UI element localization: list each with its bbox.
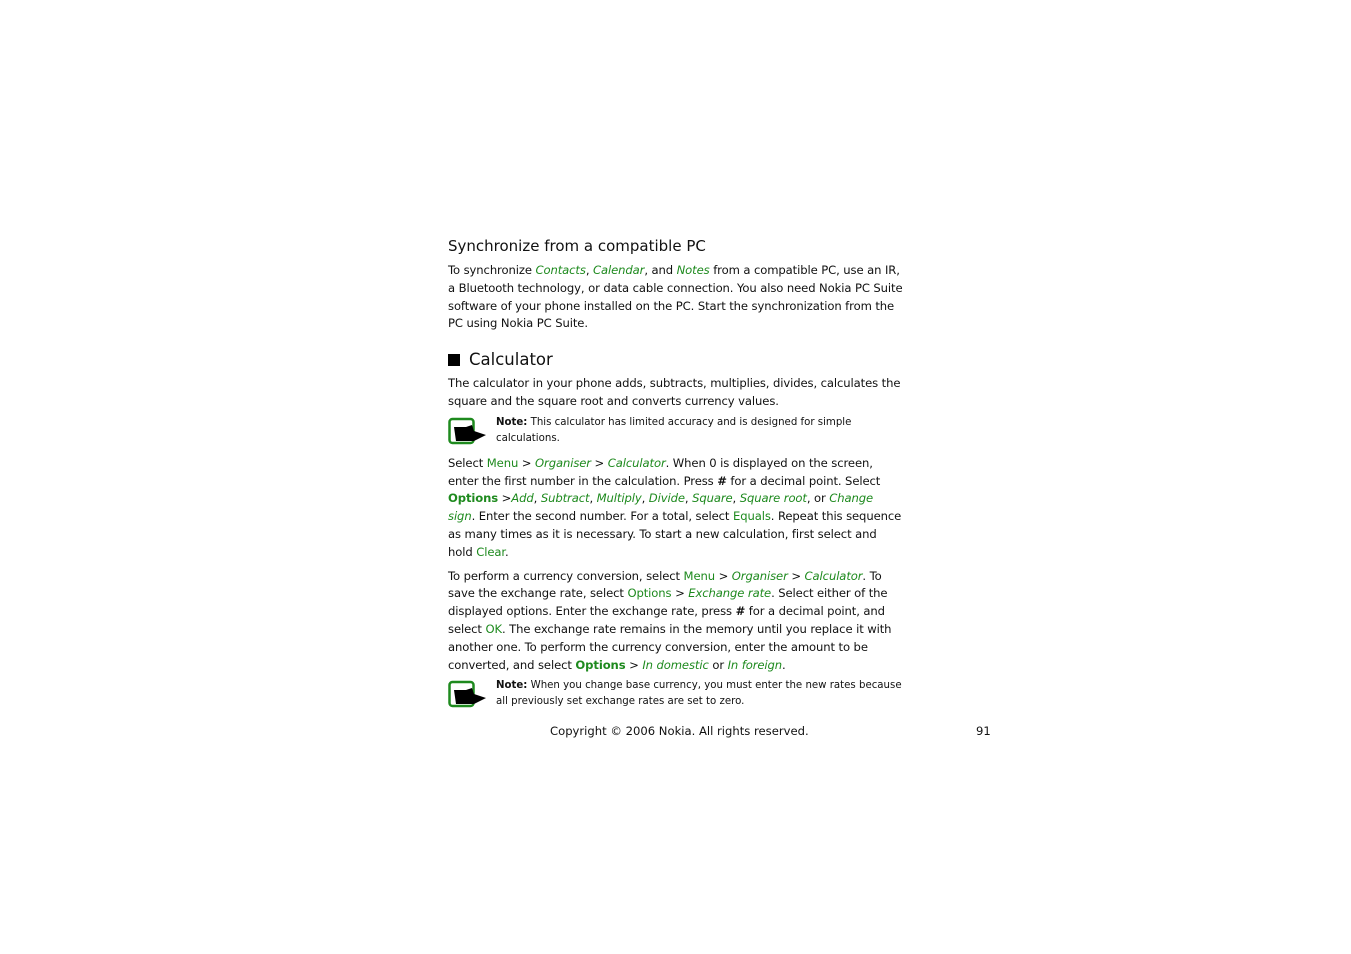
currency-instructions: To perform a currency conversion, select Menu > Organiser > Calculator. To save the exchange rate, select Options > Exchange rate. Select either of the displayed options. Enter the exchange rate, press # for a decimal point, and select OK. The exchange rate remains in the memory until you replace it with another one. To perform the currency conversion, enter the amount to be converted, and select Options > In domestic or In foreign.	[448, 568, 892, 672]
link-notes: Notes	[676, 263, 710, 277]
note-block-2: Note: When you change base currency, you must enter the new rates because all previously set exchange rates are set to zero.	[448, 680, 903, 710]
calculator-heading: Calculator	[448, 349, 903, 371]
calc-intro: The calculator in your phone adds, subtracts, multiplies, divides, calculates the square and the square root and converts currency values.	[448, 376, 901, 408]
content-column	[448, 236, 903, 718]
copyright-footer: Copyright © 2006 Nokia. All rights reserved.	[550, 724, 809, 738]
note-hand-icon	[448, 417, 488, 447]
note-hand-icon	[448, 680, 488, 710]
sync-heading: Synchronize from a compatible PC	[448, 237, 706, 255]
calc-instructions: Select Menu > Organiser > Calculator. When 0 is displayed on the screen, enter the first number in the calculation. Press # for a decimal point. Select Options >Add, Subtract, Multiply, Divide, Square, Square root, or Change sign. Enter the second number. For a total, select Equals. Repeat this sequence as many times as it is necessary. To start a new calculation, first select and hold Clear.	[448, 455, 902, 559]
note-block: Note: This calculator has limited accuracy and is designed for simple calculations.	[448, 417, 903, 447]
sync-paragraph: To synchronize Contacts, Calendar, and Notes from a compatible PC, use an IR, a Bluetooth technology, or data cable connection. You also need Nokia PC Suite software of your phone installed on the PC. Start the synchronization from the PC using Nokia PC Suite.	[448, 263, 903, 331]
link-calendar: Calendar	[592, 263, 645, 277]
square-bullet-icon	[448, 354, 460, 366]
link-contacts: Contacts	[535, 263, 586, 277]
page-number: 91	[976, 724, 991, 738]
